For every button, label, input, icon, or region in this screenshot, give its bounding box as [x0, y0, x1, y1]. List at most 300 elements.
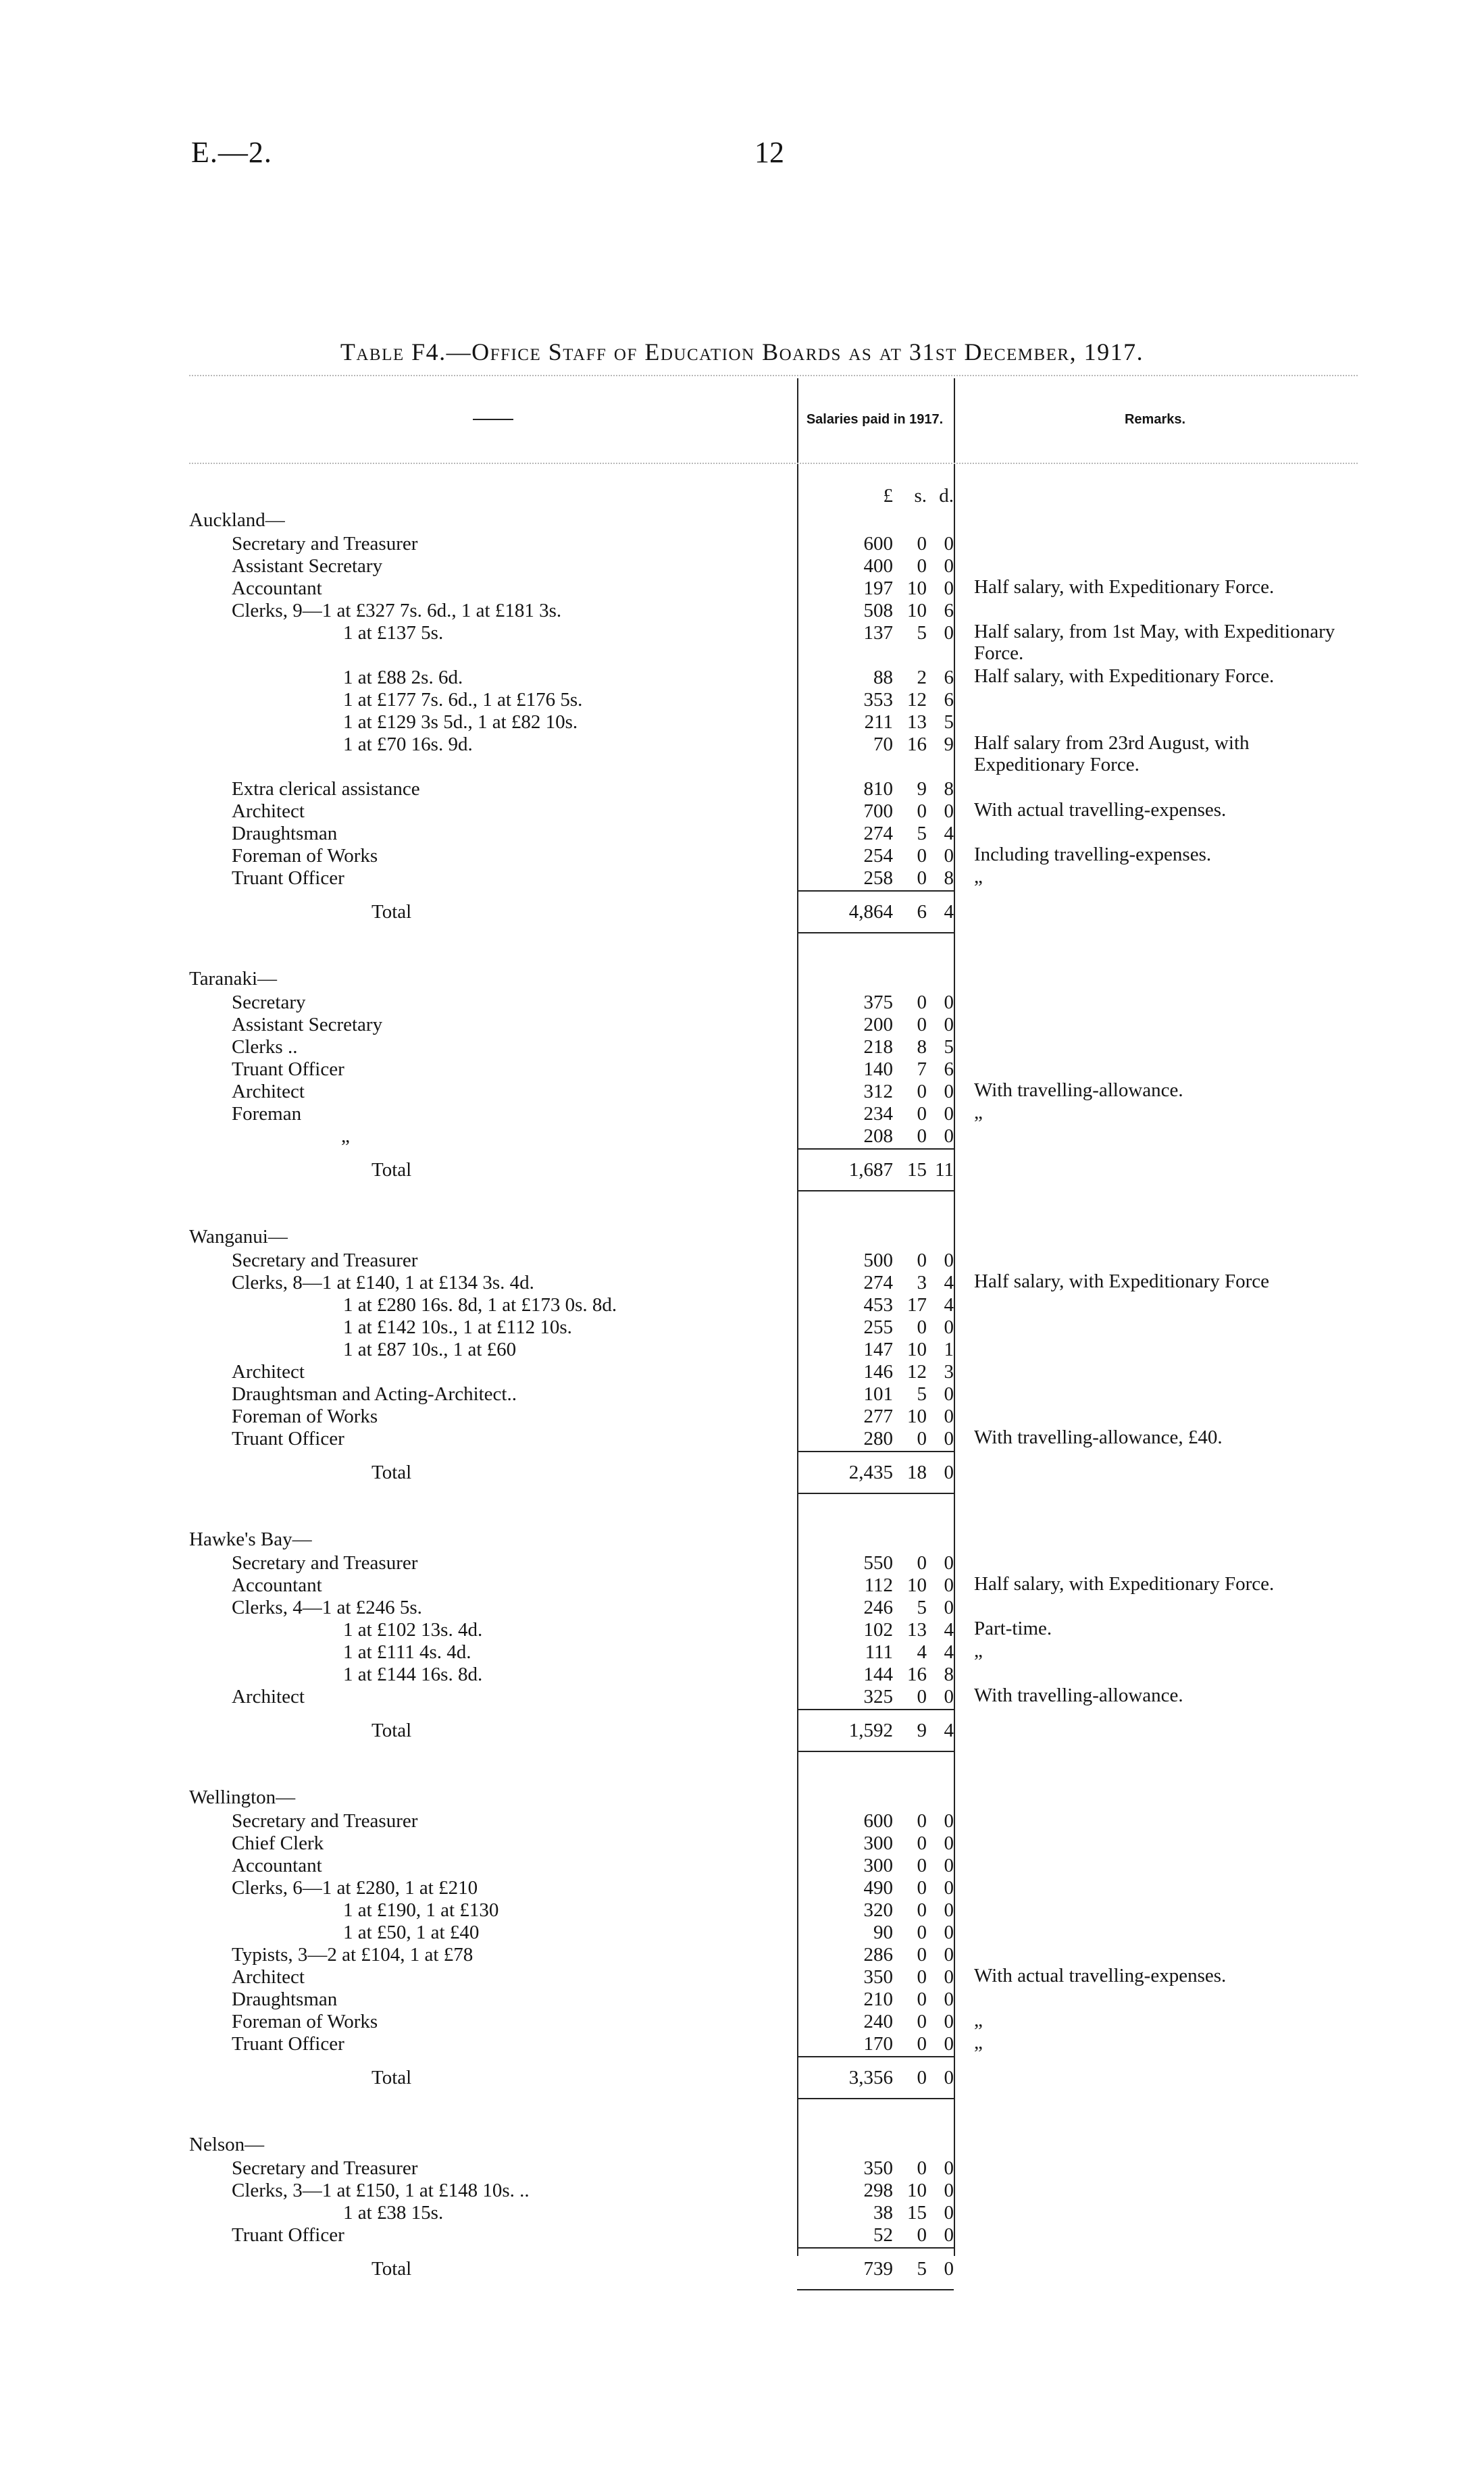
salary-l: 277 — [863, 1406, 893, 1427]
remark-cell: Half salary, with Expeditionary Force. — [974, 1573, 1275, 1595]
salary-l: 500 — [863, 1250, 893, 1271]
salary-l: 600 — [863, 1810, 893, 1832]
salary-s: 12 — [907, 689, 927, 711]
staff-cell — [189, 598, 784, 622]
salary-d: 0 — [944, 1597, 954, 1618]
table-row — [189, 866, 1358, 888]
salary-s: 17 — [907, 1294, 927, 1316]
salary-d: 0 — [944, 555, 954, 577]
total-cell — [189, 901, 784, 923]
salary-l: 300 — [863, 1832, 893, 1854]
salary-s: 0 — [917, 1014, 927, 1035]
salary-l: 274 — [863, 1272, 893, 1293]
salary-cell — [797, 1057, 954, 1081]
table-row — [189, 1315, 1358, 1337]
remark-cell: With actual travelling-expenses. — [974, 799, 1227, 821]
staff-label: Secretary and Treasurer — [232, 2157, 418, 2179]
salary-l: 286 — [863, 1944, 893, 1966]
total-s: 0 — [917, 2066, 927, 2088]
staff-label: Architect — [232, 1686, 305, 1708]
staff-cell — [189, 1898, 784, 1922]
staff-cell — [189, 1551, 784, 1574]
salary-s: 0 — [917, 1899, 927, 1921]
salary-s: 16 — [907, 1664, 927, 1685]
remark-cell: Half salary, with Expeditionary Force. — [974, 576, 1275, 598]
salary-s: 0 — [917, 1855, 927, 1876]
salary-cell — [797, 1573, 954, 1597]
salary-d: 0 — [944, 1686, 954, 1708]
salary-cell — [797, 1427, 954, 1450]
total-s: 18 — [907, 1461, 927, 1483]
salary-d: 0 — [944, 1988, 954, 2010]
staff-label: Foreman of Works — [232, 845, 378, 867]
salary-l: 490 — [863, 1877, 893, 1899]
staff-cell — [189, 554, 784, 578]
staff-cell — [189, 1315, 784, 1339]
staff-label: Typists, 3—2 at £104, 1 at £78 — [232, 1944, 474, 1966]
salary-l: 298 — [863, 2180, 893, 2201]
total-amount — [797, 2056, 954, 2099]
salary-cell — [797, 2032, 954, 2055]
staff-cell — [189, 1573, 784, 1597]
staff-label: 1 at £38 15s. — [343, 2202, 444, 2224]
salary-s: 0 — [917, 1944, 927, 1966]
table-row — [189, 1248, 1358, 1271]
salary-d: 4 — [944, 1272, 954, 1293]
salary-d: 0 — [944, 1406, 954, 1427]
salary-d: 0 — [944, 845, 954, 867]
salary-cell — [797, 2201, 954, 2224]
staff-cell — [189, 688, 784, 711]
salary-l: 550 — [863, 1552, 893, 1574]
table-row — [189, 1404, 1358, 1427]
salary-d: 8 — [944, 1664, 954, 1685]
column-header-remarks: Remarks. — [1124, 411, 1186, 427]
salary-cell — [797, 1124, 954, 1148]
salary-d: 3 — [944, 1361, 954, 1383]
salary-s: 0 — [917, 2224, 927, 2246]
salary-l: 70 — [873, 734, 893, 755]
salary-cell — [797, 777, 954, 800]
salary-d: 0 — [944, 800, 954, 822]
salary-cell — [797, 1595, 954, 1619]
table-row — [189, 1898, 1358, 1920]
salary-cell — [797, 1012, 954, 1036]
salary-d: 0 — [944, 1832, 954, 1854]
staff-label: 1 at £129 3s 5d., 1 at £82 10s. — [343, 711, 578, 733]
salary-s: 0 — [917, 1552, 927, 1574]
salary-l: 325 — [863, 1686, 893, 1708]
salary-d: 0 — [944, 1966, 954, 1988]
staff-label: Draughtsman and Acting-Architect.. — [232, 1383, 517, 1405]
staff-label: 1 at £280 16s. 8d, 1 at £173 0s. 8d. — [343, 1294, 617, 1316]
total-d: 4 — [944, 900, 954, 923]
table-row — [189, 710, 1358, 732]
remark-cell: Including travelling-expenses. — [974, 844, 1212, 865]
table-row — [189, 821, 1358, 844]
salary-s: 5 — [917, 1383, 927, 1405]
staff-label: 1 at £88 2s. 6d. — [343, 667, 463, 688]
remark-cell: „ — [974, 1640, 983, 1662]
table-row — [189, 554, 1358, 576]
staff-label: „ — [341, 1125, 350, 1147]
staff-label: Truant Officer — [232, 1428, 344, 1449]
salary-d: 6 — [944, 600, 954, 621]
staff-label: Secretary and Treasurer — [232, 533, 418, 555]
staff-label: 1 at £137 5s. — [343, 622, 444, 644]
salary-l: 140 — [863, 1058, 893, 1080]
salary-s: 10 — [907, 600, 927, 621]
remark-cell: With travelling-allowance. — [974, 1685, 1183, 1706]
salary-s: 0 — [917, 1428, 927, 1449]
staff-cell — [189, 665, 784, 689]
salary-d: 0 — [944, 1081, 954, 1102]
staff-cell — [189, 1640, 784, 1664]
table-row — [189, 1965, 1358, 1987]
staff-label: Secretary and Treasurer — [232, 1810, 418, 1832]
table-row — [189, 1360, 1358, 1382]
salary-l: 208 — [863, 1125, 893, 1147]
table-row — [189, 844, 1358, 866]
table-row — [189, 1573, 1358, 1595]
salary-cell — [797, 598, 954, 622]
table-row — [189, 1124, 1358, 1146]
salary-cell — [797, 821, 954, 845]
total-label: Total — [372, 2257, 412, 2280]
salary-d: 4 — [944, 1641, 954, 1663]
salary-cell — [797, 1853, 954, 1877]
staff-cell — [189, 1337, 784, 1361]
staff-label: Foreman — [232, 1103, 302, 1125]
salary-cell — [797, 1337, 954, 1361]
units — [797, 485, 954, 507]
remark-cell: „ — [974, 2009, 983, 2031]
salary-cell — [797, 1662, 954, 1686]
staff-label: Accountant — [232, 1574, 322, 1596]
page-id: E.—2. — [191, 136, 272, 169]
salary-s: 15 — [907, 2202, 927, 2224]
salary-d: 4 — [944, 823, 954, 844]
salary-cell — [797, 1404, 954, 1428]
salary-cell — [797, 1102, 954, 1125]
salary-s: 0 — [917, 1686, 927, 1708]
salary-d: 0 — [944, 578, 954, 599]
table-row — [189, 1035, 1358, 1057]
salary-d: 4 — [944, 1294, 954, 1316]
salary-cell — [797, 2223, 954, 2247]
total-s: 6 — [917, 900, 927, 923]
page-number: 12 — [754, 136, 784, 169]
salary-s: 13 — [907, 711, 927, 733]
salary-d: 6 — [944, 689, 954, 711]
table-row — [189, 1102, 1358, 1124]
column-header-salaries: Salaries paid in 1917. — [806, 411, 944, 427]
table-row — [189, 1337, 1358, 1360]
total-s: 9 — [917, 1719, 927, 1741]
total-row — [189, 1707, 1358, 1754]
total-s: 5 — [917, 2257, 927, 2280]
salary-cell — [797, 1382, 954, 1406]
salary-s: 0 — [917, 1250, 927, 1271]
table-row — [189, 990, 1358, 1012]
total-cell — [189, 2258, 784, 2280]
staff-cell — [189, 1360, 784, 1383]
staff-label: Truant Officer — [232, 2224, 344, 2246]
salary-cell — [797, 1079, 954, 1103]
total-row — [189, 888, 1358, 935]
salary-s: 0 — [917, 2033, 927, 2055]
staff-cell — [189, 777, 784, 800]
salary-l: 350 — [863, 2157, 893, 2179]
salary-s: 0 — [917, 1125, 927, 1147]
staff-cell — [189, 2178, 784, 2202]
staff-label: Assistant Secretary — [232, 555, 383, 577]
staff-cell — [189, 732, 784, 756]
salary-d: 6 — [944, 1058, 954, 1080]
salary-s: 13 — [907, 1619, 927, 1641]
salary-d: 0 — [944, 1877, 954, 1899]
total-row — [189, 1449, 1358, 1496]
salary-cell — [797, 732, 954, 756]
salary-s: 0 — [917, 992, 927, 1013]
salary-l: 700 — [863, 800, 893, 822]
salary-d: 0 — [944, 992, 954, 1013]
total-l: 1,687 — [848, 1158, 893, 1181]
table-row — [189, 532, 1358, 554]
table-row — [189, 688, 1358, 710]
salary-d: 0 — [944, 1428, 954, 1449]
salary-cell — [797, 1551, 954, 1574]
staff-label: Accountant — [232, 1855, 322, 1876]
salary-s: 0 — [917, 1988, 927, 2010]
salary-s: 0 — [917, 2157, 927, 2179]
total-label: Total — [372, 900, 412, 923]
units-row — [189, 485, 1358, 507]
total-d: 4 — [944, 1719, 954, 1741]
salary-d: 0 — [944, 1552, 954, 1574]
staff-cell — [189, 2009, 784, 2033]
salary-l: 280 — [863, 1428, 893, 1449]
salary-s: 0 — [917, 1877, 927, 1899]
salary-d: 0 — [944, 1944, 954, 1966]
table-row — [189, 1079, 1358, 1102]
salary-l: 137 — [863, 622, 893, 644]
staff-cell — [189, 2156, 784, 2180]
total-l: 4,864 — [848, 900, 893, 923]
salary-cell — [797, 554, 954, 578]
staff-label: Clerks, 6—1 at £280, 1 at £210 — [232, 1877, 478, 1899]
group-gap — [189, 935, 1358, 966]
salary-l: 197 — [863, 578, 893, 599]
staff-label: Secretary — [232, 992, 306, 1013]
page-header — [0, 135, 1484, 176]
table-row — [189, 777, 1358, 799]
salary-cell — [797, 665, 954, 689]
table-row — [189, 1920, 1358, 1943]
salary-cell — [797, 1640, 954, 1664]
salary-s: 10 — [907, 2180, 927, 2201]
salary-d: 0 — [944, 2180, 954, 2201]
salary-cell — [797, 1035, 954, 1058]
salary-s: 0 — [917, 1081, 927, 1102]
salary-s: 16 — [907, 734, 927, 755]
salary-cell — [797, 844, 954, 867]
table-row — [189, 1876, 1358, 1898]
salary-s: 2 — [917, 667, 927, 688]
total-cell — [189, 2067, 784, 2089]
salary-cell — [797, 1360, 954, 1383]
total-amount — [797, 1709, 954, 1752]
salary-s: 0 — [917, 1966, 927, 1988]
table-row — [189, 2201, 1358, 2223]
salary-d: 0 — [944, 1383, 954, 1405]
staff-label: Secretary and Treasurer — [232, 1552, 418, 1574]
table-row — [189, 1427, 1358, 1449]
salary-cell — [797, 1271, 954, 1294]
salary-l: 38 — [873, 2202, 893, 2224]
salary-l: 218 — [863, 1036, 893, 1058]
salary-s: 9 — [917, 778, 927, 800]
remark-cell: „ — [974, 1102, 983, 1123]
total-row — [189, 2054, 1358, 2101]
salary-cell — [797, 1831, 954, 1855]
salary-cell — [797, 688, 954, 711]
staff-cell — [189, 1057, 784, 1081]
staff-cell — [189, 1271, 784, 1294]
salary-d: 6 — [944, 667, 954, 688]
table-row — [189, 1551, 1358, 1573]
salary-d: 0 — [944, 1014, 954, 1035]
salary-cell — [797, 576, 954, 600]
salary-l: 810 — [863, 778, 893, 800]
table-row — [189, 732, 1358, 777]
staff-label: 1 at £87 10s., 1 at £60 — [343, 1339, 517, 1360]
total-row — [189, 1146, 1358, 1194]
remark-cell: With actual travelling-expenses. — [974, 1965, 1227, 1986]
salary-l: 353 — [863, 689, 893, 711]
salary-cell — [797, 866, 954, 890]
staff-label: Foreman of Works — [232, 2011, 378, 2032]
salary-s: 0 — [917, 2011, 927, 2032]
salary-l: 211 — [864, 711, 893, 733]
salary-d: 0 — [944, 1574, 954, 1596]
salary-l: 350 — [863, 1966, 893, 1988]
salary-l: 375 — [863, 992, 893, 1013]
salary-cell — [797, 1943, 954, 1966]
salary-cell — [797, 2178, 954, 2202]
staff-cell — [189, 1685, 784, 1708]
total-d: 0 — [944, 2066, 954, 2088]
salary-l: 170 — [863, 2033, 893, 2055]
table-row — [189, 1640, 1358, 1662]
salary-d: 0 — [944, 1810, 954, 1832]
unit-shillings: s. — [914, 485, 927, 507]
staff-label: Foreman of Works — [232, 1406, 378, 1427]
salary-s: 10 — [907, 1339, 927, 1360]
staff-label: Architect — [232, 800, 305, 822]
staff-cell — [189, 2223, 784, 2247]
remark-cell: „ — [974, 2032, 983, 2053]
staff-label: Architect — [232, 1966, 305, 1988]
salary-l: 234 — [863, 1103, 893, 1125]
salary-s: 5 — [917, 823, 927, 844]
total-d: 0 — [944, 2257, 954, 2280]
salary-l: 246 — [863, 1597, 893, 1618]
salary-d: 8 — [944, 867, 954, 889]
salary-cell — [797, 621, 954, 644]
staff-label: Clerks, 9—1 at £327 7s. 6d., 1 at £181 3s. — [232, 600, 562, 621]
table-row — [189, 576, 1358, 598]
salary-d: 0 — [944, 533, 954, 555]
salary-cell — [797, 2156, 954, 2180]
salary-cell — [797, 1920, 954, 1944]
staff-label: Clerks .. — [232, 1036, 298, 1058]
total-s: 15 — [907, 1158, 927, 1181]
salary-cell — [797, 1965, 954, 1988]
table-row — [189, 2223, 1358, 2245]
total-d: 11 — [935, 1158, 954, 1181]
salary-l: 453 — [863, 1294, 893, 1316]
total-cell — [189, 1462, 784, 1484]
salary-s: 0 — [917, 1832, 927, 1854]
staff-cell — [189, 1382, 784, 1406]
staff-cell — [189, 990, 784, 1014]
staff-cell — [189, 1404, 784, 1428]
staff-cell — [189, 866, 784, 890]
total-l: 739 — [863, 2257, 893, 2280]
salary-s: 5 — [917, 1597, 927, 1618]
staff-label: 1 at £177 7s. 6d., 1 at £176 5s. — [343, 689, 583, 711]
staff-cell — [189, 1853, 784, 1877]
salary-cell — [797, 990, 954, 1014]
salary-d: 5 — [944, 1036, 954, 1058]
salary-s: 12 — [907, 1361, 927, 1383]
salary-s: 0 — [917, 1810, 927, 1832]
salary-s: 10 — [907, 1574, 927, 1596]
salary-d: 0 — [944, 2224, 954, 2246]
salary-cell — [797, 799, 954, 823]
salary-d: 0 — [944, 1103, 954, 1125]
staff-label: Assistant Secretary — [232, 1014, 383, 1035]
total-amount — [797, 2247, 954, 2290]
board-name: Wanganui— — [189, 1226, 288, 1248]
salary-s: 4 — [917, 1641, 927, 1663]
table-header — [189, 375, 1358, 464]
total-amount — [797, 890, 954, 933]
salary-s: 10 — [907, 578, 927, 599]
staff-cell — [189, 1427, 784, 1450]
staff-cell — [189, 1248, 784, 1272]
total-l: 3,356 — [848, 2066, 893, 2088]
table-row — [189, 2032, 1358, 2054]
salary-l: 144 — [863, 1664, 893, 1685]
total-row — [189, 2245, 1358, 2292]
staff-label: 1 at £70 16s. 9d. — [343, 734, 473, 755]
salary-l: 320 — [863, 1899, 893, 1921]
group-gap — [189, 1194, 1358, 1224]
staff-label: Truant Officer — [232, 1058, 344, 1080]
board-name: Taranaki— — [189, 968, 278, 990]
staff-cell — [189, 576, 784, 600]
salary-s: 0 — [917, 533, 927, 555]
salary-cell — [797, 1876, 954, 1899]
remark-cell: With travelling-allowance, £40. — [974, 1427, 1223, 1448]
salary-cell — [797, 1898, 954, 1922]
remark-cell: Part-time. — [974, 1618, 1052, 1639]
salary-cell — [797, 2009, 954, 2033]
staff-cell — [189, 1965, 784, 1988]
salary-d: 0 — [944, 2011, 954, 2032]
